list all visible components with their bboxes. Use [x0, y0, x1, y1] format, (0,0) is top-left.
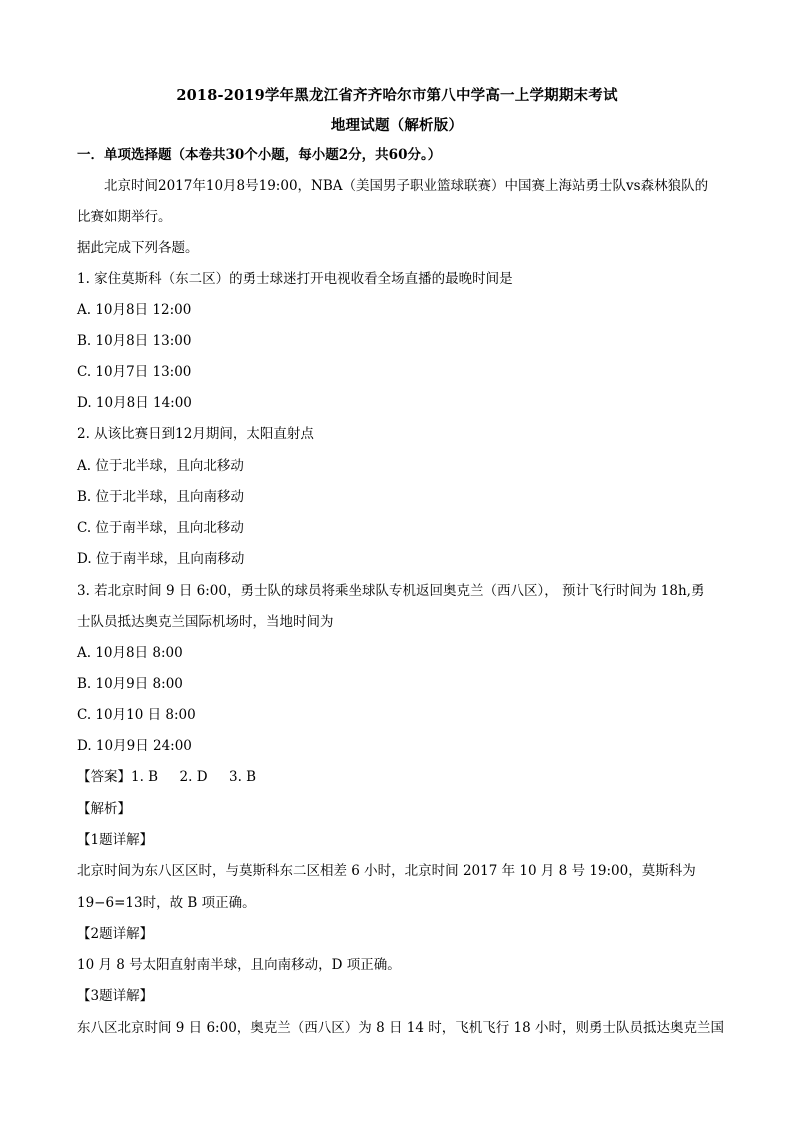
question-2-option-a: A. 位于北半球，且向北移动: [77, 458, 244, 474]
question-1-stem: 1. 家住莫斯科（东二区）的勇士球迷打开电视收看全场直播的最晚时间是: [77, 271, 513, 287]
question-2-option-d: D. 位于南半球，且向南移动: [77, 551, 245, 567]
question-1-option-a: A. 10月8日 12:00: [77, 302, 192, 318]
question-2-option-b: B. 位于北半球，且向南移动: [77, 489, 245, 505]
question-1-option-d: D. 10月8日 14:00: [77, 395, 192, 411]
answer-line: 【答案】1. B 2. D 3. B: [77, 769, 257, 785]
analysis-heading: 【解析】: [77, 801, 131, 817]
question-2-option-c: C. 位于南半球，且向北移动: [77, 520, 244, 536]
document-title: 2018-2019学年黑龙江省齐齐哈尔市第八中学高一上学期期末考试: [176, 87, 618, 104]
q3-detail-heading: 【3题详解】: [77, 988, 154, 1004]
passage-line-2: 比赛如期举行。: [77, 209, 172, 225]
passage-prompt: 据此完成下列各题。: [77, 240, 199, 256]
question-3-option-c: C. 10月10 日 8:00: [77, 707, 196, 723]
q1-detail-line-1: 北京时间为东八区区时，与莫斯科东二区相差 6 小时，北京时间 2017 年 10 月 8 号 19:00，莫斯科为: [77, 863, 696, 879]
question-2-stem: 2. 从该比赛日到12月期间，太阳直射点: [77, 426, 314, 442]
question-3-option-d: D. 10月9日 24:00: [77, 738, 192, 754]
question-3-stem-line-2: 士队员抵达奥克兰国际机场时，当地时间为: [77, 614, 334, 630]
q1-detail-line-2: 19−6=13时，故 B 项正确。: [77, 895, 256, 911]
question-3-option-a: A. 10月8日 8:00: [77, 645, 183, 661]
q2-detail-line-1: 10 月 8 号太阳直射南半球，且向南移动，D 项正确。: [77, 957, 401, 973]
q3-detail-line-1: 东八区北京时间 9 日 6:00，奥克兰（西八区）为 8 日 14 时，飞机飞行 18 小时，则勇士队员抵达奥克兰国: [77, 1020, 724, 1036]
q2-detail-heading: 【2题详解】: [77, 926, 154, 942]
question-3-option-b: B. 10月9日 8:00: [77, 676, 183, 692]
question-1-option-b: B. 10月8日 13:00: [77, 333, 192, 349]
q1-detail-heading: 【1题详解】: [77, 832, 154, 848]
question-1-option-c: C. 10月7日 13:00: [77, 364, 192, 380]
document-subtitle: 地理试题（解析版）: [330, 117, 464, 134]
section-heading: 一．单项选择题（本卷共30个小题，每小题2分，共60分。）: [77, 147, 442, 163]
question-3-stem-line-1: 3. 若北京时间 9 日 6:00，勇士队的球员将乘坐球队专机返回奥克兰（西八区）， 预计飞行时间为 18h,勇: [77, 583, 705, 599]
passage-line-1: 北京时间2017年10月8号19:00，NBA（美国男子职业篮球联赛）中国赛上海站勇士队vs森林狼队的: [104, 178, 709, 194]
